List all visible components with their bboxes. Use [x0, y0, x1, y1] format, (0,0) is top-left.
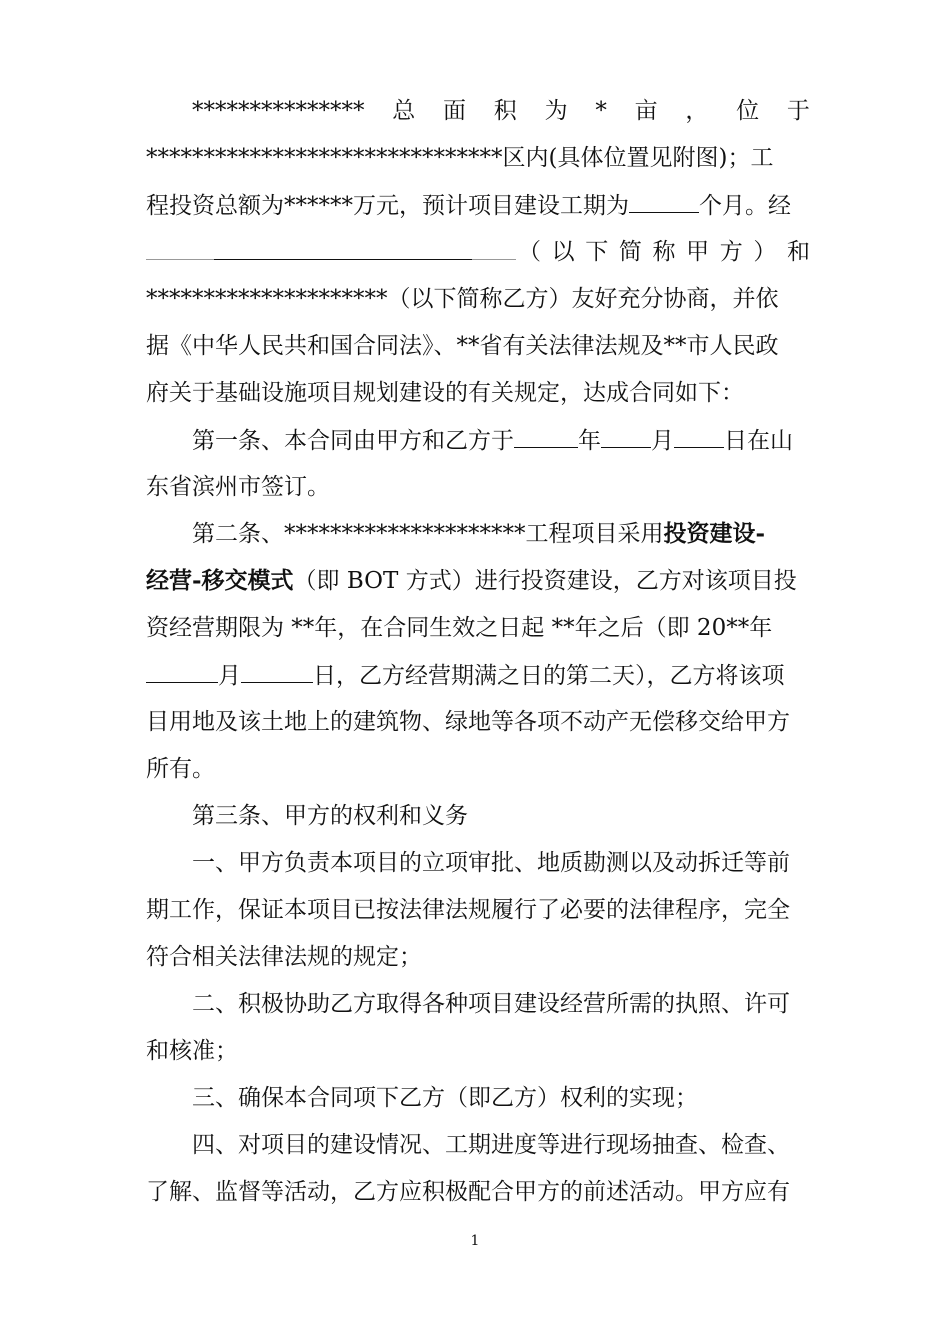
blank-underline: [146, 658, 218, 683]
text-run: 面: [443, 98, 467, 124]
blank-underline: [214, 235, 472, 260]
paragraph-line: [192, 94, 810, 128]
paragraph-line: 了解、监督等活动，乙方应积极配合甲方的前述活动。甲方应有: [146, 1179, 790, 1205]
text-run: 简: [618, 239, 642, 265]
paragraph-line: 东省滨州市签订。: [146, 474, 330, 500]
paragraph-line: 和核准；: [146, 1038, 238, 1064]
paragraph-line: 四、对项目的建设情况、工期进度等进行现场抽查、检查、: [192, 1132, 790, 1158]
text-run: 日在山: [724, 428, 793, 454]
text-run: 月: [218, 663, 241, 689]
paragraph-line: 目用地及该土地上的建筑物、绿地等各项不动产无偿移交给甲方: [146, 709, 790, 735]
text-run: 和: [787, 239, 810, 265]
paragraph-line: *******************************区内(具体位置见附图)；工: [146, 145, 774, 171]
text-run: ，: [685, 98, 709, 124]
text-run: *: [595, 98, 607, 124]
text-run: ）: [753, 239, 777, 265]
paragraph-line: 三、确保本合同项下乙方（即乙方）权利的实现；: [192, 1085, 698, 1111]
text-run: 第二条、*********************工程项目采用: [192, 521, 664, 547]
text-run: 以: [551, 239, 575, 265]
text-run: 总: [392, 98, 416, 124]
blank-underline: [472, 235, 516, 260]
text-run: （: [518, 239, 541, 265]
text-run: 下: [585, 239, 609, 265]
text-run: 年: [578, 428, 601, 454]
page-number: 1: [470, 1233, 480, 1249]
bold-run: 经营-移交模式: [146, 567, 294, 594]
paragraph-line: [192, 517, 810, 551]
paragraph-line: 府关于基础设施项目规划建设的有关规定，达成合同如下：: [146, 380, 744, 406]
blank-underline: [601, 423, 651, 448]
text-run: 程投资总额为******万元，预计项目建设工期为: [146, 193, 629, 219]
paragraph-line: 二、积极协助乙方取得各种项目建设经营所需的执照、许可: [192, 991, 790, 1017]
text-run: （即 BOT 方式）进行投资建设，乙方对该项目投: [293, 568, 797, 594]
paragraph-line: 一、甲方负责本项目的立项审批、地质勘测以及动拆迁等前: [192, 850, 790, 876]
paragraph-line: 据《中华人民共和国合同法》、**省有关法律法规及**市人民政: [146, 333, 779, 359]
blank-underline: [629, 188, 699, 213]
text-run: 月: [651, 428, 674, 454]
paragraph-line: *********************（以下简称乙方）友好充分协商，并依: [146, 286, 779, 312]
paragraph-line: [146, 235, 810, 269]
paragraph-line: 所有。: [146, 756, 215, 782]
text-run: 第一条、本合同由甲方和乙方于: [192, 428, 514, 454]
blank-underline: [146, 235, 214, 260]
paragraph-line: 资经营期限为 **年，在合同生效之日起 **年之后（即 20**年: [146, 615, 773, 641]
text-run: 为: [544, 98, 568, 124]
text-run: 日，乙方经营期满之日的第二天），乙方将该项: [313, 663, 785, 689]
section-heading: 第三条、甲方的权利和义务: [192, 803, 468, 829]
paragraph-line: [146, 188, 810, 222]
justified-run: [518, 235, 810, 269]
text-run: 个月。经: [699, 193, 791, 219]
text-run: 甲: [686, 239, 710, 265]
text-run: 位: [736, 98, 760, 124]
paragraph-line: [146, 564, 810, 598]
blank-underline: [514, 423, 578, 448]
text-run: 方: [719, 239, 743, 265]
paragraph-line: [192, 423, 810, 457]
text-run: ***************: [192, 98, 365, 124]
text-run: 积: [493, 98, 517, 124]
paragraph-line: 符合相关法律法规的规定；: [146, 944, 422, 970]
text-run: 于: [786, 98, 810, 124]
text-run: 称: [652, 239, 676, 265]
blank-underline: [674, 423, 724, 448]
paragraph-line: [146, 658, 810, 692]
blank-underline: [241, 658, 313, 683]
bold-run: 投资建设-: [663, 520, 766, 547]
paragraph-line: 期工作，保证本项目已按法律法规履行了必要的法律程序，完全: [146, 897, 790, 923]
text-run: 亩: [634, 98, 658, 124]
